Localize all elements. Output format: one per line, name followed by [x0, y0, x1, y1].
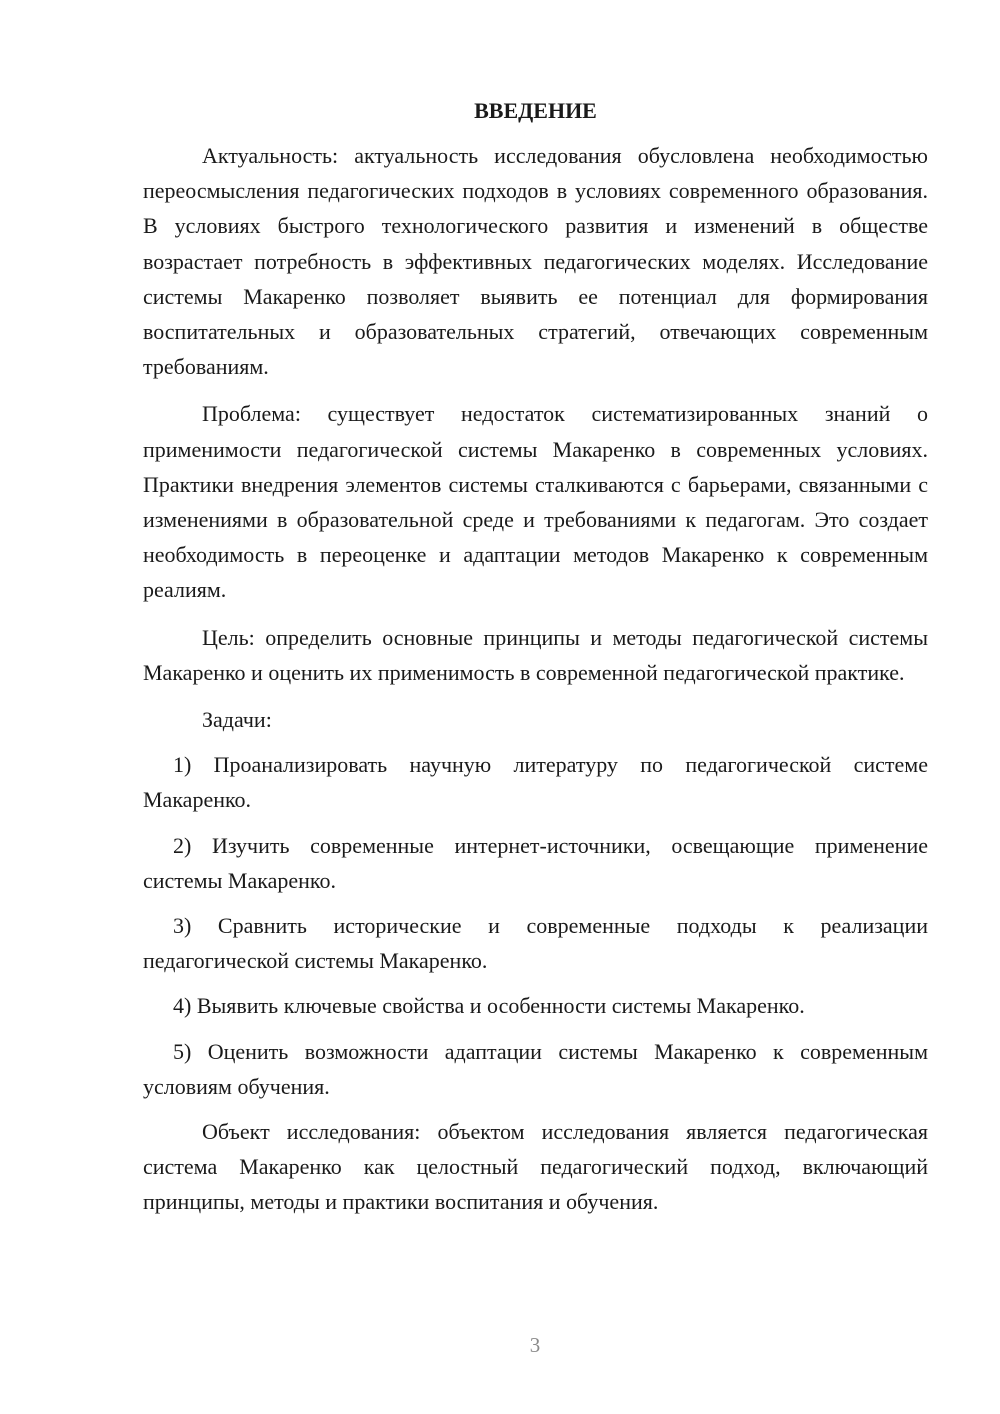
paragraph-problem: Проблема: существует недостаток систематизированных знаний о применимости педагогической системы Макаренко в современных условиях. Практики внедрения элементов системы сталкиваются с барьерами, связанными с изменениями в образовательной среде и требованиями к педагогам. Это создает необходимость в переоценке и адаптации методов Макаренко к современным реалиям. — [143, 401, 928, 603]
page-title: ВВЕДЕНИЕ — [474, 98, 597, 123]
document-page — [143, 96, 928, 1232]
paragraph-object: Объект исследования: объектом исследования является педагогическая система Макаренко как целостный педагогический подход, включающий принципы, методы и практики воспитания и обучения. — [143, 1119, 928, 1215]
paragraph-goal: Цель: определить основные принципы и методы педагогической системы Макаренко и оценить их применимость в современной педагогической практике. — [143, 624, 928, 685]
tasks-label: Задачи: — [202, 707, 272, 733]
task-item: 3) Сравнить исторические и современные подходы к реализации педагогической системы Макаренко. — [143, 913, 928, 974]
task-item: 5) Оценить возможности адаптации системы Макаренко к современным условиям обучения. — [143, 1038, 928, 1099]
task-item: 1) Проанализировать научную литературу по педагогической системе Макаренко. — [143, 752, 928, 813]
paragraph-relevance: Актуальность: актуальность исследования обусловлена необходимостью переосмысления педагогических подходов в условиях современного образования. В условиях быстрого технологического развития и изменений в обществе возрастает потребность в эффективных педагогических моделях. Исследование системы Макаренко позволяет выявить ее потенциал для формирования воспитательных и образовательных стратегий, отвечающих современным требованиям. — [143, 143, 928, 380]
task-item: 2) Изучить современные интернет-источники, освещающие применение системы Макаренко. — [143, 832, 928, 893]
page-number: 3 — [529, 1333, 541, 1357]
task-item: 4) Выявить ключевые свойства и особенности системы Макаренко. — [173, 993, 805, 1019]
